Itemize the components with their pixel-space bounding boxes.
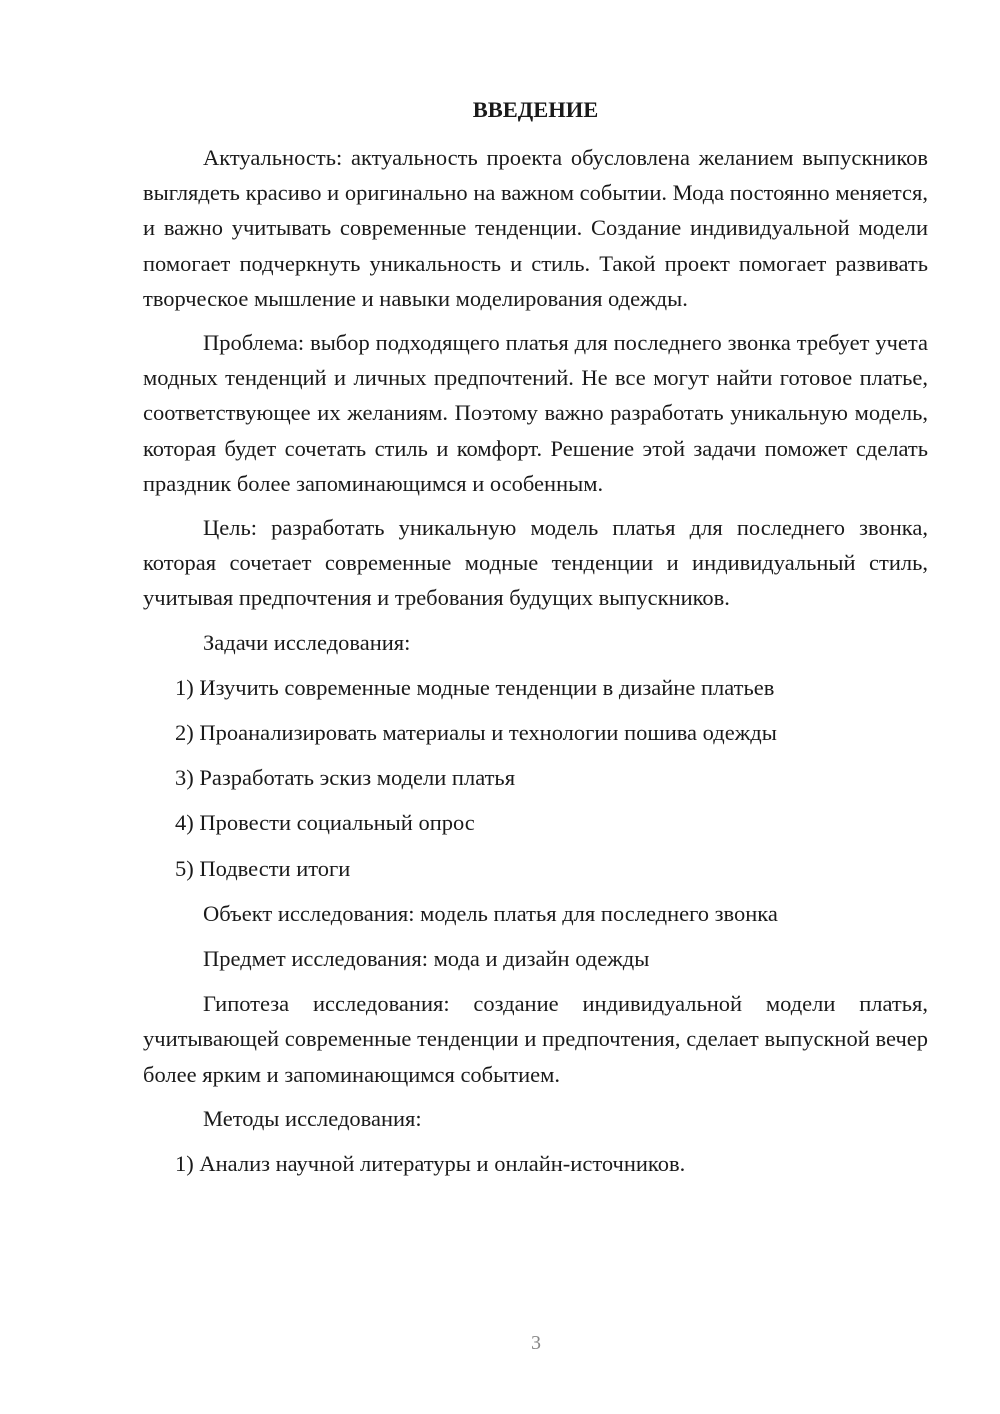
- goal-paragraph: Цель: разработать уникальную модель платья для последнего звонка, которая сочетает современные модные тенденции и индивидуальный стиль, учитывая предпочтения и требования будущих выпускников.: [143, 515, 928, 611]
- hypothesis-paragraph: Гипотеза исследования: создание индивидуальной модели платья, учитывающей современные тенденции и предпочтения, сделает выпускной вечер более ярким и запоминающимся событием.: [143, 991, 928, 1087]
- problem-paragraph: Проблема: выбор подходящего платья для последнего звонка требует учета модных тенденций и личных предпочтений. Не все могут найти готовое платье, соответствующее их желаниям. Поэтому важно разработать уникальную модель, которая будет сочетать стиль и комфорт. Решение этой задачи поможет сделать праздник более запоминающимся и особенным.: [143, 330, 928, 496]
- list-item: 3) Разработать эскиз модели платья: [175, 765, 516, 791]
- subject-line: Предмет исследования: мода и дизайн одежды: [203, 946, 650, 972]
- list-item: 5) Подвести итоги: [175, 855, 351, 881]
- tasks-heading: Задачи исследования:: [203, 629, 411, 655]
- list-item: 2) Проанализировать материалы и технологии пошива одежды: [175, 720, 777, 746]
- relevance-paragraph: Актуальность: актуальность проекта обусловлена желанием выпускников выглядеть красиво и оригинально на важном событии. Мода постоянно меняется, и важно учитывать современные тенденции. Создание индивидуальной модели помогает подчеркнуть уникальность и стиль. Такой проект помогает развивать творческое мышление и навыки моделирования одежды.: [143, 145, 928, 311]
- methods-heading: Методы исследования:: [203, 1105, 422, 1131]
- document-page: [143, 92, 928, 1191]
- list-item: 1) Анализ научной литературы и онлайн-источников.: [175, 1151, 686, 1177]
- object-line: Объект исследования: модель платья для последнего звонка: [203, 900, 778, 926]
- methods-list: [143, 1146, 928, 1181]
- page-number: 3: [531, 1332, 541, 1354]
- list-item: 1) Изучить современные модные тенденции в дизайне платьев: [175, 674, 775, 700]
- section-heading: ВВЕДЕНИЕ: [472, 97, 599, 122]
- list-item: 4) Провести социальный опрос: [175, 810, 475, 836]
- tasks-list: [143, 670, 928, 886]
